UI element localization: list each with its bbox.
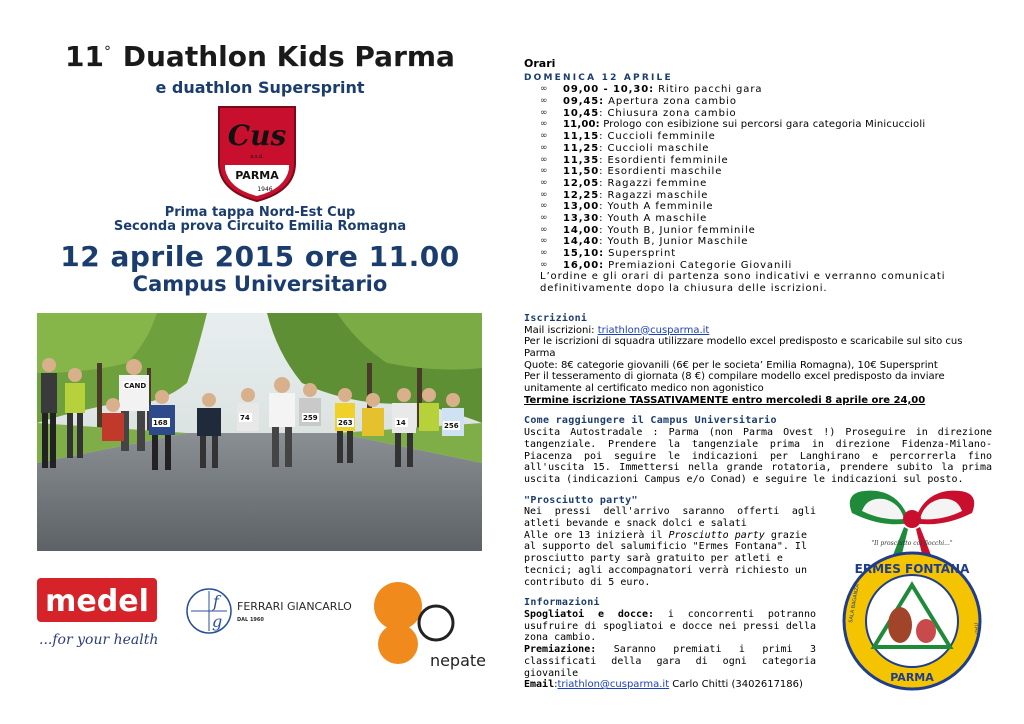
info-title: Informazioni xyxy=(524,597,600,609)
svg-text:DAL 1960: DAL 1960 xyxy=(237,617,264,623)
orari-day: DOMENICA 12 APRILE xyxy=(524,72,673,83)
infinity-bullet-icon: ∞ xyxy=(540,212,549,223)
infinity-bullet-icon: ∞ xyxy=(540,259,549,270)
orari-title: Orari xyxy=(524,57,556,70)
iscrizioni-deadline: Termine iscrizione TASSATIVAMENTE entro mercoledi 8 aprile ore 24,00 xyxy=(524,394,926,406)
schedule-item: ∞ 11,00: Prologo con esibizione sui percorsi gara categoria Minicuccioli xyxy=(540,119,926,131)
iscrizioni-line-1: Per le iscrizioni di squadra utilizzare modello excel predisposto e scaricabile sul sito cus Parma xyxy=(524,336,963,359)
svg-text:"Il prosciutto coi fiocchi...": "Il prosciutto coi fiocchi..." xyxy=(871,540,953,547)
svg-text:nepate: nepate xyxy=(429,651,486,670)
svg-text:a.s.d.: a.s.d. xyxy=(250,154,264,160)
schedule-item: ∞ 14,40: Youth B, Junior Maschile xyxy=(540,236,749,248)
iscrizioni-mail: Mail iscrizioni: triathlon@cusparma.it xyxy=(524,324,710,336)
svg-text:1946: 1946 xyxy=(257,186,273,193)
svg-text:g: g xyxy=(212,612,223,631)
svg-text:168: 168 xyxy=(153,419,168,427)
ferrari-giancarlo-logo xyxy=(185,585,365,637)
schedule-item: ∞ 16,00: Premiazioni Categorie Giovanili xyxy=(540,259,793,271)
svg-text:SALA BAGANZA: SALA BAGANZA xyxy=(848,583,861,624)
infinity-bullet-icon: ∞ xyxy=(540,189,549,200)
ermes-fontana-logo xyxy=(822,483,1002,693)
event-date: 12 aprile 2015 ore 11.00 xyxy=(60,240,460,273)
schedule-item: ∞ 14,00: Youth B, Junior femminile xyxy=(540,224,756,236)
cup-line-1: Prima tappa Nord-Est Cup xyxy=(164,205,356,220)
svg-text:259: 259 xyxy=(303,414,318,422)
iscrizioni-line-3: Per il tesseramento di giornata (8 €) compilare modello excel predisposto da inviare unitamente al certificato medico non agonistico xyxy=(524,371,945,395)
svg-text:74: 74 xyxy=(240,414,250,422)
event-venue: Campus Universitario xyxy=(132,272,388,296)
svg-text:...for your health: ...for your health xyxy=(39,632,157,648)
schedule-item: ∞ 11,50: Esordienti maschile xyxy=(540,166,723,178)
campus-directions: Uscita Autostradale : Parma (non Parma Ovest !) Proseguire in direzione tangenziale. Prendere la tangenziale prima in direzione Fidenza-Milano-Piacenza poi seguire le indicazioni per Langhirano e percorrerla fino all'uscita 15. Immettersi nella grande rotatoria, prendere subito la prima uscita (indicazioni Campus e/o Conad) e seguire le indicazioni sul posto. xyxy=(524,427,992,485)
info-email: Email:triathlon@cusparma.it Carlo Chitti (3402617186) xyxy=(524,679,803,691)
svg-text:PARMA: PARMA xyxy=(235,169,279,182)
infinity-bullet-icon: ∞ xyxy=(540,201,549,212)
svg-text:CAND: CAND xyxy=(124,382,147,390)
schedule-item: ∞ 11,15: Cuccioli femminile xyxy=(540,131,716,143)
infinity-bullet-icon: ∞ xyxy=(540,166,549,177)
party-text-2: Alle ore 13 inizierà il Prosciutto party grazie al supporto del salumificio "Ermes Fontana". Il prosciutto party sarà gratuito per atleti e tecnici; agli accompagnatori verrà richiesto un contributo di 5 euro. xyxy=(524,529,807,588)
cup-info xyxy=(40,206,480,234)
schedule-item: ∞ 11,35: Esordienti femminile xyxy=(540,154,729,166)
svg-text:263: 263 xyxy=(338,419,353,427)
schedule-list xyxy=(540,84,992,271)
campus-title: Come raggiungere il Campus Universitario xyxy=(524,415,777,427)
cup-line-2: Seconda prova Circuito Emilia Romagna xyxy=(113,219,407,234)
schedule-item: ∞ 13,00: Youth A femminile xyxy=(540,201,714,213)
svg-text:256: 256 xyxy=(444,422,459,430)
iscrizioni-mail-link[interactable]: triathlon@cusparma.it xyxy=(597,324,710,336)
svg-text:ERMES FONTANA: ERMES FONTANA xyxy=(854,562,970,576)
schedule-item: ∞ 12,05: Ragazzi femmine xyxy=(540,177,708,189)
schedule-item: ∞ 09,45: Apertura zona cambio xyxy=(540,96,737,108)
infinity-bullet-icon: ∞ xyxy=(540,84,549,95)
cus-parma-logo xyxy=(215,103,299,203)
page-title: 11° Duathlon Kids Parma xyxy=(65,40,455,73)
info-premiazione: Premiazione: Saranno premiati i primi 3 classificati della gara di ogni categoria giovanile xyxy=(524,644,816,679)
svg-text:ITALY: ITALY xyxy=(972,622,981,636)
svg-text:FERRARI GIANCARLO: FERRARI GIANCARLO xyxy=(237,600,352,613)
infinity-bullet-icon: ∞ xyxy=(540,236,549,247)
schedule-item: ∞ 11,25: Cuccioli maschile xyxy=(540,142,710,154)
svg-text:PARMA: PARMA xyxy=(890,671,934,684)
infinity-bullet-icon: ∞ xyxy=(540,177,549,188)
iscrizioni-line-2: Quote: 8€ categorie giovanili (6€ per le societa’ Emilia Romagna), 10€ Supersprint xyxy=(524,359,938,371)
schedule-item: ∞ 10,45: Chiusura zona cambio xyxy=(540,107,737,119)
infinity-bullet-icon: ∞ xyxy=(540,131,549,142)
nepate-logo xyxy=(370,578,490,670)
schedule-note: L’ordine e gli orari di partenza sono indicativi e verranno comunicati definitivamente dopo la chiusura delle iscrizioni. xyxy=(540,271,946,295)
race-photo xyxy=(37,313,482,551)
party-text-1: Nei pressi dell'arrivo saranno offerti agli atleti bevande e snack dolci e salati xyxy=(524,506,816,530)
iscrizioni-title: Iscrizioni xyxy=(524,312,588,324)
infinity-bullet-icon: ∞ xyxy=(540,107,549,118)
infinity-bullet-icon: ∞ xyxy=(540,224,549,235)
info-spogliatoi: Spogliatoi e docce: i concorrenti potranno usufruire di spogliatoi e docce nei pressi della zona cambio. xyxy=(524,608,816,644)
schedule-item: ∞ 15,10: Supersprint xyxy=(540,248,677,260)
infinity-bullet-icon: ∞ xyxy=(540,96,549,107)
schedule-item: ∞ 12,25: Ragazzi maschile xyxy=(540,189,709,201)
infinity-bullet-icon: ∞ xyxy=(540,248,549,259)
schedule-item: ∞ 09,00 - 10,30: Ritiro pacchi gara xyxy=(540,84,763,96)
schedule-item: ∞ 13,30: Youth A maschile xyxy=(540,212,708,224)
infinity-bullet-icon: ∞ xyxy=(540,154,549,165)
info-email-link[interactable]: triathlon@cusparma.it xyxy=(557,679,670,691)
svg-text:14: 14 xyxy=(396,419,406,427)
infinity-bullet-icon: ∞ xyxy=(540,142,549,153)
medel-logo xyxy=(37,578,157,654)
party-title: "Prosciutto party" xyxy=(524,494,638,506)
page-subtitle: e duathlon Supersprint xyxy=(155,78,365,97)
svg-text:f: f xyxy=(213,592,219,611)
svg-text:medel: medel xyxy=(45,584,149,619)
infinity-bullet-icon: ∞ xyxy=(540,119,548,130)
svg-text:Cus: Cus xyxy=(227,119,287,152)
